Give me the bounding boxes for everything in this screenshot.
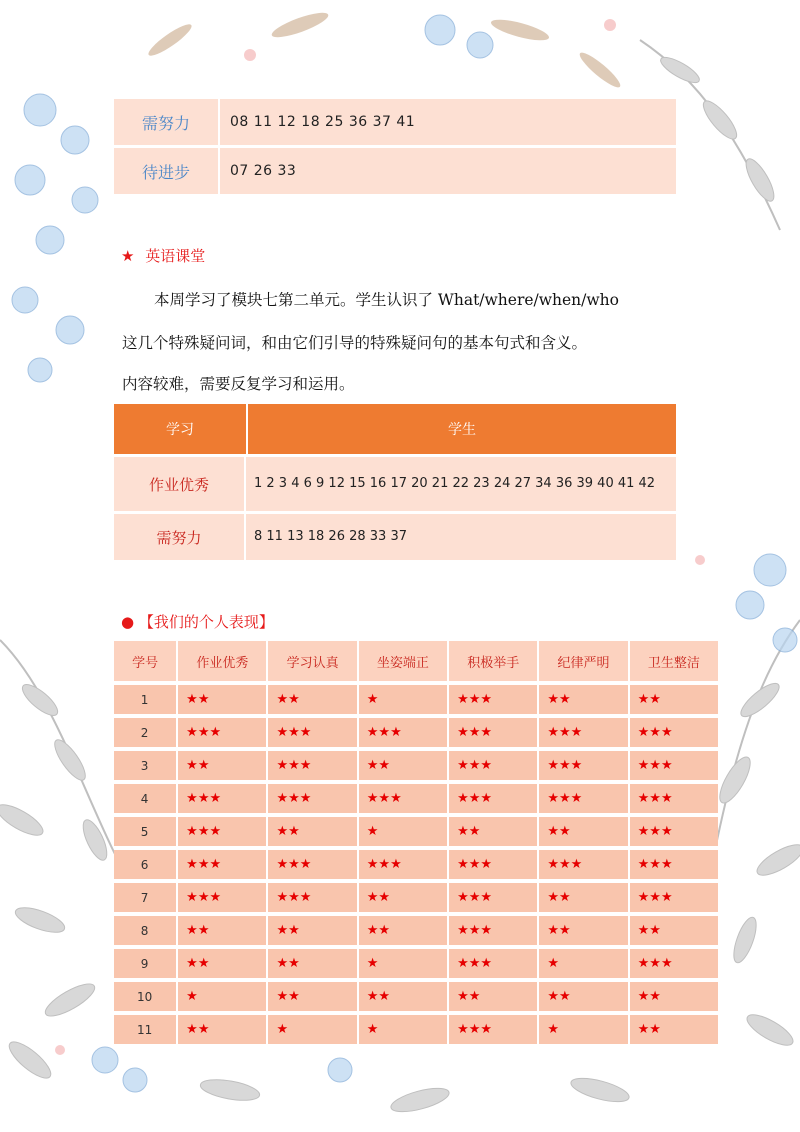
star-rating: ★ [537, 1015, 627, 1048]
star-rating: ★★★ [357, 850, 447, 883]
row-label: 待进步 [114, 145, 220, 194]
star-rating: ★★ [537, 685, 627, 718]
star-rating: ★★★ [266, 784, 356, 817]
paragraph-line: 本周学习了模块七第二单元。学生认识了 What/where/when/who [154, 291, 619, 309]
star-icon: ★ [121, 247, 135, 265]
star-rating: ★★★ [447, 850, 537, 883]
row-label: 作业优秀 [114, 454, 246, 511]
table-header-row [114, 641, 718, 685]
column-header: 学习认真 [266, 641, 356, 685]
star-rating: ★ [357, 685, 447, 718]
student-number: 8 [114, 916, 176, 949]
star-rating: ★★ [266, 949, 356, 982]
star-rating: ★★★ [628, 817, 718, 850]
table-row [114, 982, 718, 1015]
star-rating: ★★★ [357, 784, 447, 817]
star-rating: ★★★ [447, 751, 537, 784]
table-row [114, 99, 676, 145]
star-rating: ★★★ [266, 718, 356, 751]
column-header: 学号 [114, 641, 176, 685]
star-rating: ★★ [628, 916, 718, 949]
student-number: 1 [114, 685, 176, 718]
star-rating: ★★★ [447, 685, 537, 718]
star-rating: ★★★ [266, 883, 356, 916]
star-rating: ★★★ [628, 784, 718, 817]
star-rating: ★★★ [176, 784, 266, 817]
section-title-text: 英语课堂 [145, 247, 206, 265]
star-rating: ★★★ [447, 883, 537, 916]
table-header-row [114, 404, 676, 454]
student-numbers: 8 11 13 18 26 28 33 37 [246, 511, 676, 560]
star-rating: ★★★ [447, 1015, 537, 1048]
star-rating: ★★ [357, 883, 447, 916]
column-header: 作业优秀 [176, 641, 266, 685]
table-row [114, 145, 676, 194]
star-rating: ★★ [537, 817, 627, 850]
table-row [114, 1015, 718, 1048]
star-rating: ★★ [357, 916, 447, 949]
star-rating: ★★★ [628, 949, 718, 982]
table-row [114, 850, 718, 883]
star-rating: ★★★ [628, 718, 718, 751]
english-results-table [114, 404, 676, 560]
star-rating: ★★★ [447, 718, 537, 751]
star-rating: ★ [266, 1015, 356, 1048]
star-rating: ★★ [266, 685, 356, 718]
star-rating: ★★★ [628, 751, 718, 784]
star-rating: ★★★ [266, 850, 356, 883]
student-number: 5 [114, 817, 176, 850]
star-rating: ★★ [266, 982, 356, 1015]
table-row [114, 454, 676, 511]
student-number: 2 [114, 718, 176, 751]
personal-performance-table [114, 641, 718, 1048]
star-rating: ★★ [176, 1015, 266, 1048]
star-rating: ★★★ [537, 784, 627, 817]
row-label: 需努力 [114, 511, 246, 560]
student-number: 9 [114, 949, 176, 982]
english-section-title [121, 245, 205, 266]
star-rating: ★★ [357, 982, 447, 1015]
star-rating: ★★ [447, 817, 537, 850]
star-rating: ★★ [266, 916, 356, 949]
paragraph-line: 内容较难，需要反复学习和运用。 [122, 375, 355, 393]
student-number: 7 [114, 883, 176, 916]
star-rating: ★★★ [537, 718, 627, 751]
star-rating: ★★★ [628, 883, 718, 916]
star-rating: ★ [357, 817, 447, 850]
section-title-text: 【我们的个人表现】 [138, 613, 274, 631]
column-header: 纪律严明 [537, 641, 627, 685]
student-numbers: 07 26 33 [220, 145, 676, 194]
student-number: 10 [114, 982, 176, 1015]
table-body [114, 685, 718, 1048]
student-numbers: 1 2 3 4 6 9 12 15 16 17 20 21 22 23 24 27 34 36 39 40 41 42 [246, 454, 676, 511]
column-header: 坐姿端正 [357, 641, 447, 685]
table-row [114, 817, 718, 850]
star-rating: ★ [357, 1015, 447, 1048]
table-row [114, 916, 718, 949]
table-row [114, 784, 718, 817]
column-header: 学习 [114, 404, 246, 454]
star-rating: ★★ [537, 883, 627, 916]
star-rating: ★★★ [357, 718, 447, 751]
column-header: 积极举手 [447, 641, 537, 685]
star-rating: ★★★ [176, 883, 266, 916]
star-rating: ★★ [176, 685, 266, 718]
dot-icon: ● [121, 613, 135, 631]
column-header: 卫生整洁 [628, 641, 718, 685]
student-number: 3 [114, 751, 176, 784]
student-number: 6 [114, 850, 176, 883]
star-rating: ★★ [628, 685, 718, 718]
star-rating: ★★ [266, 817, 356, 850]
student-numbers: 08 11 12 18 25 36 37 41 [220, 99, 676, 145]
student-number: 11 [114, 1015, 176, 1048]
math-results-table [114, 99, 676, 194]
star-rating: ★ [357, 949, 447, 982]
star-rating: ★★ [537, 982, 627, 1015]
student-number: 4 [114, 784, 176, 817]
star-rating: ★★ [357, 751, 447, 784]
star-rating: ★★★ [176, 718, 266, 751]
star-rating: ★★★ [266, 751, 356, 784]
star-rating: ★★★ [176, 850, 266, 883]
star-rating: ★★★ [447, 949, 537, 982]
star-rating: ★★★ [537, 751, 627, 784]
table-row [114, 949, 718, 982]
row-label: 需努力 [114, 99, 220, 145]
star-rating: ★★ [176, 751, 266, 784]
table-row [114, 718, 718, 751]
star-rating: ★★ [537, 916, 627, 949]
star-rating: ★★★ [447, 916, 537, 949]
column-header: 学生 [246, 404, 676, 454]
star-rating: ★ [176, 982, 266, 1015]
star-rating: ★★★ [447, 784, 537, 817]
star-rating: ★★ [628, 1015, 718, 1048]
star-rating: ★★★ [176, 817, 266, 850]
star-rating: ★ [537, 949, 627, 982]
star-rating: ★★★ [537, 850, 627, 883]
star-rating: ★★★ [628, 850, 718, 883]
table-row [114, 883, 718, 916]
star-rating: ★★ [628, 982, 718, 1015]
star-rating: ★★ [176, 949, 266, 982]
star-rating: ★★ [176, 916, 266, 949]
star-rating: ★★ [447, 982, 537, 1015]
personal-section-title [121, 611, 274, 632]
table-row [114, 685, 718, 718]
paragraph-line: 这几个特殊疑问词，和由它们引导的特殊疑问句的基本句式和含义。 [122, 334, 588, 352]
table-row [114, 751, 718, 784]
table-row [114, 511, 676, 560]
